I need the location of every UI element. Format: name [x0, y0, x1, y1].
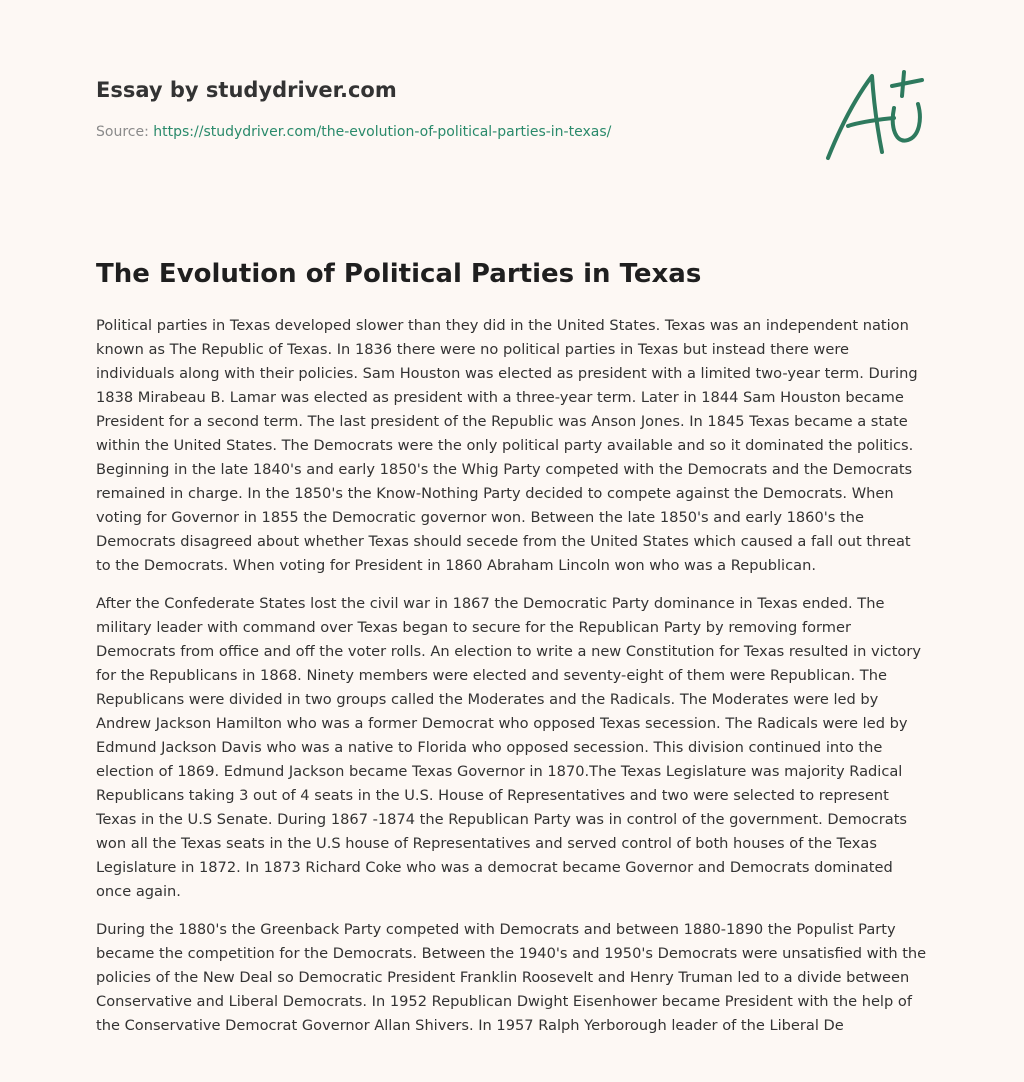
- source-line: [96, 122, 796, 142]
- source-label: Source:: [96, 124, 154, 140]
- essay-header: [96, 72, 796, 142]
- essay-title: The Evolution of Political Parties in Texas: [96, 259, 702, 289]
- essay-paragraph: During the 1880's the Greenback Party competed with Democrats and between 1880-1890 the Populist Party became the competition for the Democrats. Between the 1940's and 1950's Democrats were unsatisfied with the policies of the New Deal so Democratic President Franklin Roosevelt and Henry Truman led to a divide between Conservative and Liberal Democrats. In 1952 Republican Dwight Eisenhower became President with the help of the Conservative Democrat Governor Allan Shivers. In 1957 Ralph Yerborough leader of the Liberal De: [96, 921, 927, 1034]
- site-brand: Essay by studydriver.com: [96, 78, 397, 102]
- a-plus-grade-icon: [818, 66, 930, 166]
- source-link[interactable]: https://studydriver.com/the-evolution-of-political-parties-in-texas/: [153, 124, 612, 140]
- essay-paragraph: After the Confederate States lost the civil war in 1867 the Democratic Party dominance in Texas ended. The military leader with command over Texas began to secure for the Republican Party by removing former Democrats from office and off the voter rolls. An election to write a new Constitution for Texas resulted in victory for the Republicans in 1868. Ninety members were elected and seventy-eight of them were Republican. The Republicans were divided in two groups called the Moderates and the Radicals. The Moderates were led by Andrew Jackson Hamilton who was a former Democrat who opposed Texas secession. The Radicals were led by Edmund Jackson Davis who was a native to Florida who opposed secession. This division continued into the election of 1869. Edmund Jackson became Texas Governor in 1870.The Texas Legislature was majority Radical Republicans taking 3 out of 4 seats in the U.S. House of Representatives and two were selected to represent Texas in the U.S Senate. During 1867 -1874 the Republican Party was in control of the government. Democrats won all the Texas seats in the U.S house of Representatives and served control of both houses of the Texas Legislature in 1872. In 1873 Richard Coke who was a democrat became Governor and Democrats dominated once again.: [96, 595, 921, 900]
- essay-body: [96, 314, 928, 1052]
- essay-paragraph: Political parties in Texas developed slower than they did in the United States. Texas was an independent nation known as The Republic of Texas. In 1836 there were no political parties in Texas but instead there were individuals along with their policies. Sam Houston was elected as president with a limited two-year term. During 1838 Mirabeau B. Lamar was elected as president with a three-year term. Later in 1844 Sam Houston became President for a second term. The last president of the Republic was Anson Jones. In 1845 Texas became a state within the United States. The Democrats were the only political party available and so it dominated the politics. Beginning in the late 1840's and early 1850's the Whig Party competed with the Democrats and the Democrats remained in charge. In the 1850's the Know-Nothing Party decided to compete against the Democrats. When voting for Governor in 1855 the Democratic governor won. Between the late 1850's and early 1860's the Democrats disagreed about whether Texas should secede from the United States which caused a fall out threat to the Democrats. When voting for President in 1860 Abraham Lincoln won who was a Republican.: [96, 317, 918, 574]
